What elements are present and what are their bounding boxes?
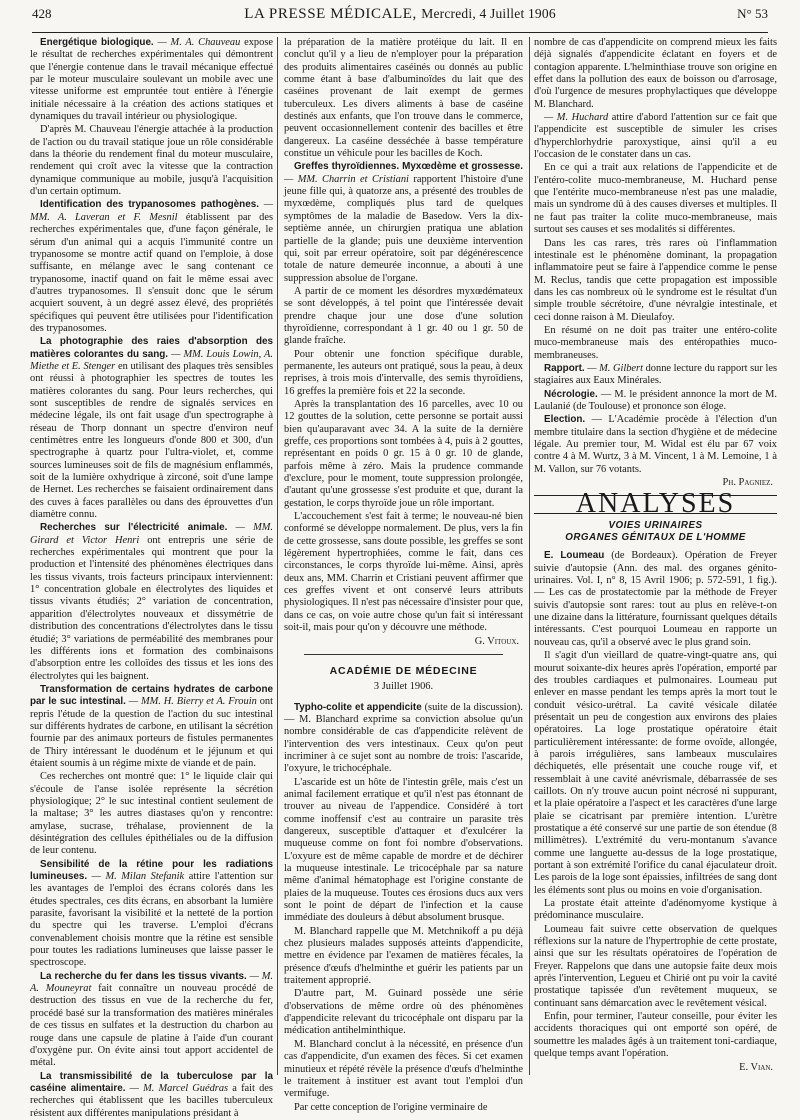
paragraph-text: a fait des recherches qui établissent que les bacilles tuberculeux résistent aux différentes manipulations présidant à — [30, 1082, 273, 1119]
author: — M. Milan Stefanik — [91, 871, 185, 883]
paragraph-text: — L'Académie procède à l'élection d'un membre titulaire dans la section d'hygiène et de médecine légale. Au premier tour, M. Widal est élu par 67 voix contre 4 à M. Wurtz, 3 à M. Vincent, 1 à M. Lemoine, 1 à M. Vallon, sur 76 votants. — [534, 414, 777, 475]
section-heading: Recherches sur l'électricité animale. — [40, 522, 228, 534]
author: — MM. Louis Lowin, A. Miethe et E. Stenger — [30, 348, 273, 372]
paragraph — [30, 199, 273, 335]
paragraph — [534, 112, 777, 161]
paragraph — [534, 414, 777, 476]
paragraph — [534, 389, 777, 414]
author: — M. Huchard — [544, 112, 609, 124]
section-heading: Typho-colite et appendicite — [294, 701, 422, 713]
page-number: 428 — [32, 6, 52, 21]
section-heading: Identification des trypanosomes pathogènes. — [40, 199, 259, 211]
section-heading: E. Loumeau — [544, 550, 605, 562]
paragraph — [30, 37, 273, 123]
paragraph-text: (de Bordeaux). Opération de Freyer suivie d'autopsie (Ann. des mal. des organes génito-urinaires. Vol. I, n° 8, 15 Avril 1906; p. 572-591, 1 fig.). — Les cas de prostatectomie par la méthode de Freyer suivis d'autopsie sont rares: tout au plus en relève-t-on une dizaine dans la littérature, fournissant quelques détails intéressants. C'est pourquoi Loumeau en rapporte un nouveau cas, qu'il a observé avec le plus grand soin. — [534, 550, 777, 648]
author: — MM. A. Laveran et F. Mesnil — [30, 199, 273, 223]
paragraph: Après la transplantation des 16 parcelles, avec 10 ou 12 gouttes de la solution, cette personne se portait aussi bien qu'auparavant avec 34. A la suite de la dernière greffe, ces proportions sont tombées à 4, puis à 2 gouttes, représentant en poids 0 gr. 15 à 0 gr. 10 de glande, parfois même à zéro. Mais la prudence commande d'exclure, pour le moment, toute suppression prolongée, d'autant qu'une grossesse s'est produite et que, durant la gestation, le corps thyroïde joue un rôle important. — [284, 398, 523, 509]
paragraph-text: donne lecture du rapport sur les stagiaires aux Eaux Minérales. — [534, 362, 777, 387]
paragraph: Ces recherches ont montré que: 1° le liquide clair qui s'écoule de l'anse isolée représente la sécrétion physiologique; 2° le suc intestinal contient seulement de la maltase; 3° les autres diastases qu'on y rencontre: amylase, sucrase, tréhalase, proviennent de la désintégration des cellules épithéliales ou de la diffusion de leur contenu. — [30, 771, 273, 857]
paragraph: nombre de cas d'appendicite on comprend mieux les faits déjà signalés d'appendicite éclatant en foyers et de contagion apparente. L'helminthiase trouve son origine en effet dans la pollution des eaux de boisson ou d'arrosage, d'où l'urgence de mesures prophylactiques que développe M. Blanchard. — [534, 37, 777, 110]
paragraph-text: fait connaître un nouveau procédé de destruction des tissus en vue de la recherche du fer, procédé basé sur la transformation des matières minérales de ces tissus en sulfates et la destruction du charbon au rouge dans une capsule de platine à l'aide d'un courant d'oxygène pur. On évite ainsi tout apport accidentel de métal. — [30, 983, 273, 1069]
author: — MM. Charrin et Cristiani — [284, 173, 409, 185]
paragraph: Par cette conception de l'origine verminaire de — [294, 1101, 488, 1113]
analyses-subtitle-2: ORGANES GÉNITAUX DE L'HOMME — [565, 532, 746, 544]
section-heading: Sensibilité de la rétine pour les radiations lumineuses. — [30, 858, 273, 883]
paragraph: L'ascaride est un hôte de l'intestin grêle, mais c'est un animal facilement erratique et qu'il n'est pas étonnant de trouver au niveau de l'appendice. Considéré à tort comme inoffensif c'est au contraire un parasite très dangereux, susceptible d'attaquer et d'exulcérer la muqueuse comme on font foi nombre d'observations. L'oxyure est de même capable de mordre et de déchirer la muqueuse intestinale. Le tricocéphale par sa nature même d'animal hématophage est l'origine constante de plaies de la muqueuse. Toutes ces érosions ducs aux vers sont le point de départ de l'infection et la cause immédiate des douleurs à début absolument brusque. — [284, 776, 523, 924]
column-2 — [277, 37, 530, 1113]
paragraph-text: ont repris l'étude de la question de l'action du suc intestinal sur différents hydrates de carbone, en utilisant la sécrétion fournie par des animaux porteurs de fistules permanentes de Thiry intéressant le duodénum et le jéjunum et qui étaient soumis à un régime mixte de viande et de pain. — [30, 696, 273, 769]
paragraph: la préparation de la matière protéique du lait. Il en conclut qu'il y a lieu de n'employer pour la préparation des produits alimentaires caséinés ou donnés au public comme étant à base d'albuminoïdes du lait que des caséines provenant de lait exempt de germes tuberculeux. Les divers aliments à base de caséine destinés aux enfants, que l'on trouve dans le commerce, peuvent occasionnellement contenir des bacilles et être dangereux. La caséine desséchée à basse température constitue un véhicule pour les bacilles de Koch. — [284, 37, 523, 160]
signature: Ph. Pagniez. — [722, 477, 773, 489]
paragraph — [30, 684, 273, 770]
author: — M. A. Chauveau — [157, 37, 241, 48]
section-heading: La photographie des raies d'absorption des matières colorantes du sang. — [30, 336, 273, 360]
paragraph — [284, 161, 523, 284]
paragraph: Dans les cas rares, très rares où l'inflammation intestinale est le phénomène dominant, la propagation inflammatoire peut se faire à l'appendice comme le pense M. Reclus, tandis que cette propagation est impossible dans les cas nombreux où le syndrome est le résultat d'un simple trouble sécrétoire, d'une névralgie intestinale, et ceci donne raison à M. Dieulafoy. — [534, 237, 777, 323]
author: — M. A. Mouneyrat — [30, 970, 274, 995]
paragraph-text: rapportent l'histoire d'une jeune fille qui, à quatorze ans, a présenté des troubles de myxœdème, compliqués plus tard de quelques symptômes de la maladie de Basedow. Vers la dix-septième année, un chirurgien pratiqua une ablation partielle de la glande; puis une deuxième intervention qui, soit par erreur opératoire, soit par dégénérescence totale de nature demeurée inconnue, a abouti à une suppression absolue de l'organe. — [284, 173, 523, 284]
article-columns — [30, 37, 777, 1119]
paragraph: D'après M. Chauveau l'énergie attachée à la production de l'action ou du travail statique joue un rôle considérable dans la théorie du rendement final du moteur musculaire, rendement qui croît avec la vitesse que la contraction dynamique communique au mobile, jusqu'à l'acquisition d'un certain optimum. — [30, 124, 273, 198]
paragraph-text: attire d'abord l'attention sur ce fait que l'appendicite est susceptible de simuler les crises d'hyperchlorhydrie paroxystique, ainsi qu'il a eu l'occasion de le constater dans un cas. — [534, 112, 777, 161]
paragraph — [534, 550, 777, 649]
paragraph: Il s'agit d'un vieillard de quatre-vingt-quatre ans, qui mourut soixante-dix heures après l'opération, emporté par des troubles cardiaques et pulmonaires. Loumeau put enlever en masse pendant les temps après la mort tout le conduit vésico-urétral. La cavité vésicale dilatée présentait un peu de congestion aux environs des plaies opératoires. La loge prostatique opératoire était particulièrement intéressante: de forme ovoïde, allongée, à parois irrégulières, sans lambeaux musculaires déchiquetés, elle présentait une couche rouge vif, et ressemblait à une cavité anévrismale, débarrassée de ses caillots. On n'y trouve aucun point nécrosé ni suppurant, et la plaie opératoire a l'aspect et les caractères d'une large plaie se cicatrisant par première intention. L'urètre prostatique a été conservé sur une partie de son étendue (8 millimètres). L'extrémité du veru-montanum s'avance comme une languette au-dessus de la loge prostatique, portant à son extrémité l'orifice du canal éjaculateur droit. Les parois de la loge sont épaissies, infiltrées de sang dont les éléments sont plus ou moins en voie d'organisation. — [534, 650, 777, 896]
column-1 — [30, 37, 274, 1119]
section-heading: Transformation de certains hydrates de carbone par le suc intestinal. — [30, 683, 273, 708]
paragraph: En résumé on ne doit pas traiter une entéro-colite muco-membraneuse mais des entéropathies muco-membraneuses. — [534, 324, 777, 361]
analyses-subtitle-1: VOIES URINAIRES — [608, 519, 703, 531]
paragraph-text: ont entrepris une série de recherches expérimentales qui montrent que pour la production et l'intensité des phénomènes électriques dans les tissus vivants, trois facteurs principaux interviennent: 1° concentration globale en électrolytes des liquides et tissus vivants étudiés; 2° variation de concentration, apparition d'électrolytes nouveaux et dissymétrie de distribution des concentrations d'électrolytes dans le tissu étudié; 3° variations de perméabilité des membranes pour les différents ions et formation des combinaisons d'absorption entre les colloïdes des tissus et les ions des électrolytes qui les baignent. — [30, 534, 273, 682]
author: — MM. H. Bierry et A. Frouin — [128, 696, 257, 708]
author: — M. Gilbert — [587, 362, 643, 374]
journal-title — [244, 6, 556, 23]
analyses-title: ANALYSES — [534, 495, 777, 513]
paragraph: La prostate était atteinte d'adénomyome kystique à prédominance musculaire. — [534, 898, 777, 922]
paragraph: Enfin, pour terminer, l'auteur conseille, pour éviter les accidents thoraciques qui ont emporté son opéré, de soumettre les malades âgés à un traitement toni-cardiaque, quelque temps avant l'opération. — [534, 1011, 777, 1060]
issue-date: Mercredi, 4 Juillet 1906 — [421, 6, 556, 21]
paragraph-text: — M. le président annonce la mort de M. Laulanié (de Toulouse) et prononce son éloge. — [534, 388, 777, 412]
paragraph-text: établissent par des recherches expérimentales que, d'une façon générale, le sérum d'un animal qui a acquis l'immunité contre un trypanosome se montre actif quand on l'emploie, à dose suffisante, en mélange avec le sang contenant ce trypanosome, inactif quand on fait le même essai avec d'autres trypanosomes. Il s'ensuit donc que le sérum acquiert souvent, à un degré assez élevé, des propriétés spécifiques qui peuvent être utilisées pour l'identification des trypanosomes. — [30, 211, 273, 334]
section-heading: Election. — [544, 414, 586, 426]
paragraph — [534, 363, 777, 388]
paragraph — [284, 702, 523, 776]
author: — M. Marcel Guédras — [129, 1082, 229, 1094]
paragraph — [30, 336, 273, 521]
column-3 — [534, 37, 777, 1075]
academy-date: 3 Juillet 1906. — [373, 681, 434, 693]
paragraph: A partir de ce moment les désordres myxœdémateux se sont développés, à tel point que l'intéressée devait prendre chaque jour une dose d'une solution thyroïdienne, correspondant à 1 gr. 40 ou 1 gr. 50 de glande fraîche. — [284, 285, 523, 347]
paragraph: M. Blanchard conclut à la nécessité, en présence d'un cas d'appendicite, d'un examen des fèces. Si cet examen minutieux et répété révèle la présence d'œufs d'helminthe le traitement à instituer est avant tout l'emploi d'un vermifuge. — [284, 1038, 523, 1100]
paragraph: M. Blanchard rappelle que M. Metchnikoff a pu déjà chez plusieurs malades supposés atteints d'appendicite, mettre en évidence par l'examen de matières fécales, la présence d'œufs d'helminthe et guérir les patients par un traitement approprié. — [284, 925, 523, 987]
section-heading: Greffes thyroïdiennes. Myxœdème et grossesse. — [294, 161, 523, 173]
paragraph: En ce qui a trait aux relations de l'appendicite et de l'entéro-colite muco-membraneuse, M. Huchard pense que l'entérite muco-membraneuse n'est pas une maladie, mais un syndrome dû à des causes diverses et multiples. Il ne faut pas traiter la colite muco-membraneuse, mais surtout ses causes et ses modalités si différentes. — [534, 162, 777, 236]
paragraph: Loumeau fait suivre cette observation de quelques réflexions sur la nature de l'hypertrophie de cette prostate, ainsi que sur les résultats opératoires de l'opération de Freyer. Rappelons que dans une autopsie faite deux mois après l'intervention, Legueu et Chirié ont pu voir la cavité prostatique tapissée d'un revêtement muqueux, se continuant sans démarcation avec le revêtement vésical. — [534, 923, 777, 1009]
paragraph: L'accouchement s'est fait à terme; le nouveau-né bien conformé se développe normalement. De plus, vers la fin de cette grossesse, sans doute possible, les greffes se sont légèrement hypertrophiées, comme le fait, dans ces circonstances, le corps thyroïde lui-même. Ainsi, après deux ans, MM. Charrin et Cristiani peuvent affirmer que ces greffes vivent et ont conservé leurs attributs physiologiques. Il n'est pas nécessaire d'insister pour que, dans ce cas, on voie autre chose qu'un fait si intéressant soit-il, mais pour qu'on y découvre une méthode. — [284, 511, 523, 634]
academy-title: ACADÉMIE DE MÉDECINE — [329, 664, 478, 677]
paragraph-text: attire l'attention sur les avantages de l'emploi des écrans colorés dans les études spectrales, ces dits écrans, en absorbant la lumière parasite, favorisant la visibilité et la netteté de la portion du spectre qui les traverse. L'emploi d'écrans convenablement choisis montre que la rétine est sensible pour toutes les radiations lumineuses que laisse passer le spectroscope. — [30, 871, 274, 969]
journal-name: LA PRESSE MÉDICALE, — [244, 6, 417, 22]
section-heading: Rapport. — [544, 362, 585, 374]
paragraph: D'autre part, M. Guinard possède une série d'observations de même ordre où des phénomènes d'appendicite relevant du tricocéphale ont disparu par la médication antihelminthique. — [284, 988, 523, 1037]
section-heading: Energétique biologique. — [40, 37, 154, 48]
signature: E. Vian. — [739, 1061, 773, 1073]
paragraph-text: expose le résultat de recherches expérimentales qui démontrent que l'énergie contenue dans le travail mécanique effectué par le moteur musculaire soulevant un mobile avec une vitesse uniforme est empruntée tout entière à l'énergie initiale nécessaire à la création des actions statiques et dynamiques du travail intérieur ou physiologique. — [30, 37, 273, 123]
paragraph — [30, 971, 273, 1070]
author: — MM. Girard et Victor Henri — [30, 522, 273, 546]
signature: G. Vitoux. — [474, 635, 519, 647]
paragraph-text: (suite de la discussion). — M. Blanchard exprime sa conviction absolue qu'un nombre considérable de cas d'appendicite relèvent de l'intervention des vers intestinaux. Ceux qu'on peut incriminer à ce sujet sont au nombre de trois: l'ascaride, l'oxyure, le trichocéphale. — [284, 701, 523, 775]
section-heading: La transmissibilité de la tuberculose par la caséine alimentaire. — [30, 1070, 273, 1094]
paragraph — [30, 859, 273, 970]
paragraph: Pour obtenir une fonction spécifique durable, permanente, les auteurs ont pratiqué, sous la peau, à deux reprises, à trois mois d'intervalle, des semis thyroïdiens, 16 greffes la première fois et 22 la seconde. — [284, 348, 523, 397]
page-header — [32, 6, 768, 33]
section-heading: Nécrologie. — [544, 388, 598, 400]
divider — [304, 654, 503, 655]
paragraph-text: en utilisant des plaques très sensibles ont réussi à photographier les spectres de toutes les matières colorantes du sang. Pour leurs recherches, qui sont susceptibles de rendre de signalés services en médecine légale, ils ont fait usage d'un spectrographe à réseau de Thorp donnant un spectre d'environ neuf centimètres entre les longueurs d'onde 800 et 300, d'un spectrographe à quartz pour l'ultra-violet, et, comme sources lumineuses soit de fils de magnésium enflammés, soit de la lumière oxhydrique à zirconé, soit d'une lampe de Hernet. Les recherches se faisaient ordinairement dans des cuves à faces parallèles ou dans des éprouvettes d'un diamètre connu. — [30, 360, 273, 521]
section-heading: La recherche du fer dans les tissus vivants. — [40, 970, 247, 982]
issue-number: N° 53 — [737, 6, 768, 21]
paragraph — [30, 522, 273, 682]
paragraph — [30, 1071, 273, 1120]
